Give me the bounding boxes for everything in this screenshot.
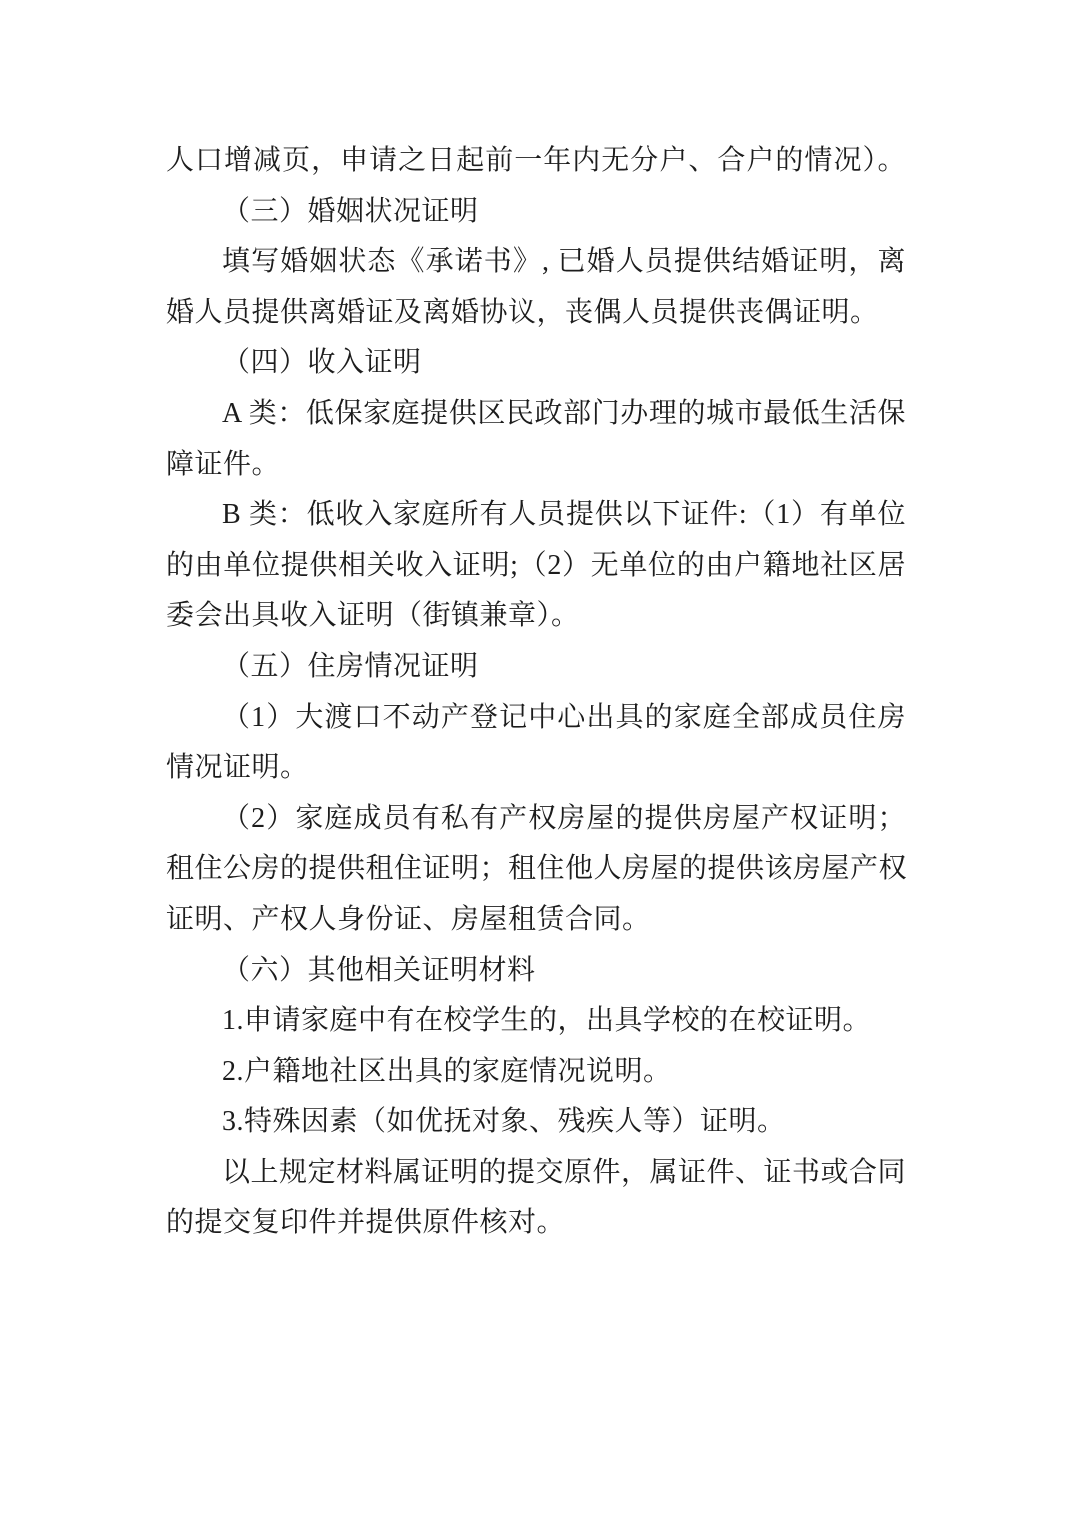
doc-line-1: 人口增减页，申请之日起前一年内无分户、合户的情况）。 [166,145,906,176]
doc-line-3: 填写婚姻状态《承诺书》, 已婚人员提供结婚证明，离 [222,246,906,278]
doc-line-17-section-heading-6: （六）其他相关证明材料 [222,954,536,986]
doc-line-18-list-item-1: 1.申请家庭中有在校学生的，出具学校的在校证明。 [222,1005,872,1037]
doc-line-14: （2）家庭成员有私有产权房屋的提供房屋产权证明； [222,802,906,834]
doc-line-22: 的提交复印件并提供原件核对。 [166,1207,566,1239]
doc-line-10: 委会出具收入证明（街镇兼章）。 [166,600,580,632]
doc-line-16: 证明、产权人身份证、房屋租赁合同。 [166,903,651,935]
doc-line-21: 以上规定材料属证明的提交原件，属证件、证书或合同 [222,1156,907,1188]
doc-line-5-section-heading-4: （四）收入证明 [222,347,422,379]
doc-line-11-section-heading-5: （五）住房情况证明 [222,650,479,682]
doc-line-2-section-heading-3: （三）婚姻状况证明 [222,195,479,227]
doc-line-12: （1）大渡口不动产登记中心出具的家庭全部成员住房 [222,701,906,733]
doc-line-13: 情况证明。 [166,752,309,784]
doc-line-15: 租住公房的提供租住证明；租住他人房屋的提供该房屋产权 [166,853,908,885]
doc-line-8: B 类：低收入家庭所有人员提供以下证件:（1）有单位 [222,499,906,531]
doc-line-7: 障证件。 [166,448,281,480]
doc-line-9: 的由单位提供相关收入证明;（2）无单位的由户籍地社区居 [166,549,906,581]
doc-line-20-list-item-3: 3.特殊因素（如优抚对象、残疾人等）证明。 [222,1106,786,1138]
doc-line-6: A 类：低保家庭提供区民政部门办理的城市最低生活保 [222,397,906,429]
doc-line-4: 婚人员提供离婚证及离婚协议，丧偶人员提供丧偶证明。 [166,296,879,328]
document-text-block [166,136,906,1249]
doc-line-19-list-item-2: 2.户籍地社区出具的家庭情况说明。 [222,1055,672,1087]
